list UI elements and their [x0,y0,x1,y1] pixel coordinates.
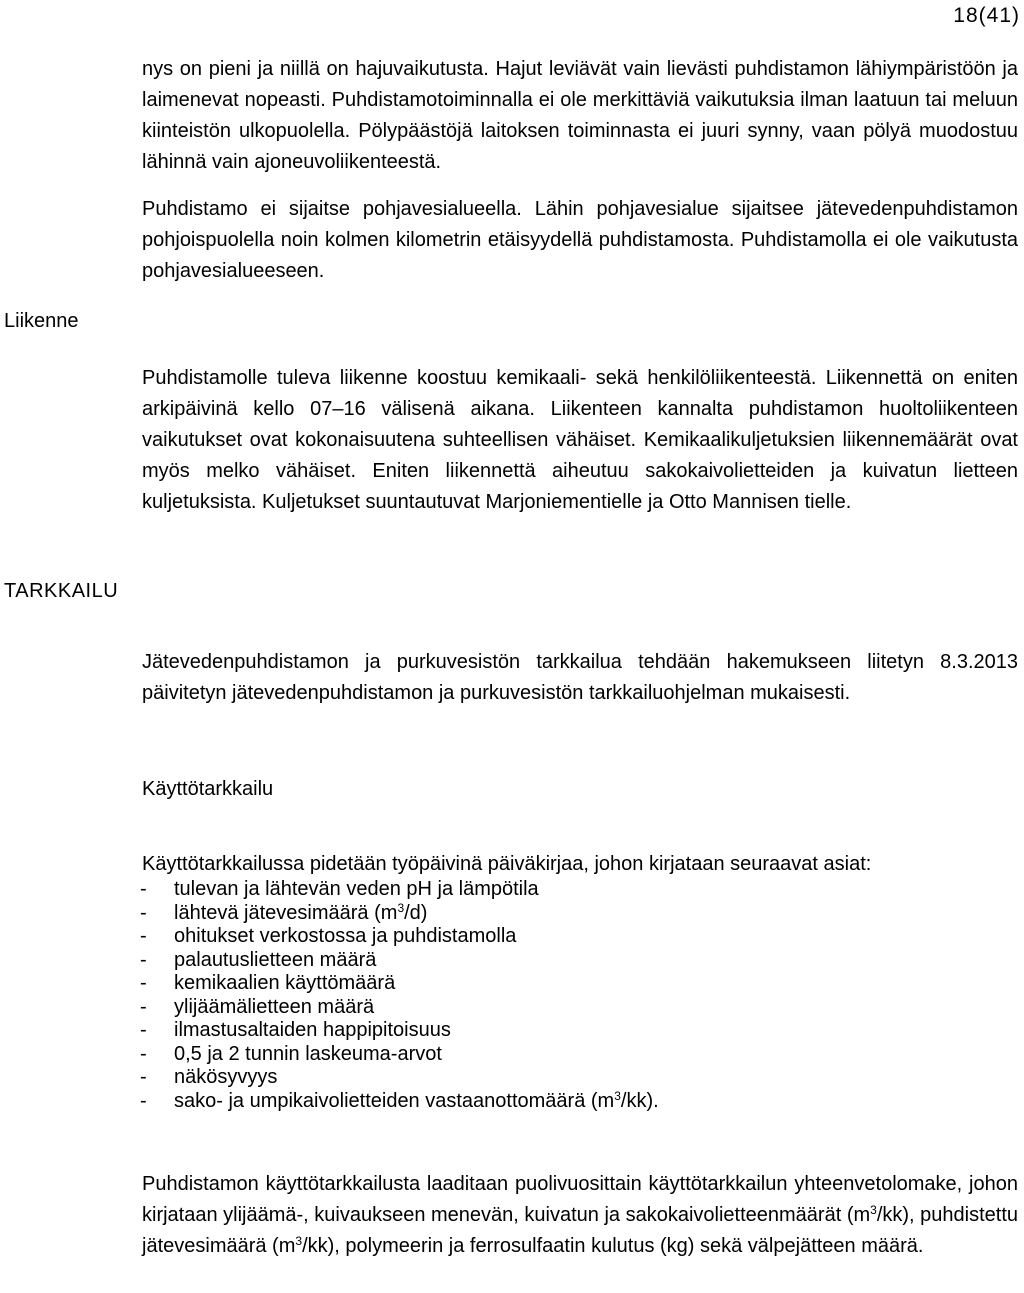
page-number: 18(41) [953,4,1020,27]
superscript: 3 [870,1203,877,1217]
paragraph-summary-form: Puhdistamon käyttötarkkailusta laaditaan puolivuosittain käyttötarkkailun yhteenvetolomake, johon kirjataan ylijäämä-, kuivaukseen menevän, kuivatun ja sakokaivolietteenmäärät $(m^3/kk)$, puhdistettu jätevesimäärä $(m^3/kk)$, polymeerin ja ferrosulfaatin kulutus (kg) sekä välpejätteen määrä. [142,1173,1019,1257]
list-dash: - [140,1089,147,1112]
paragraph-traffic: Puhdistamolle tuleva liikenne koostuu kemikaali- sekä henkilöliikenteestä. Liikennettä on eniten arkipäivinä kello 07–16 välisenä aikana. Liikenteen kannalta puhdistamon huoltoliikenteen vaikutukset ovat kokonaisuutena suhteellisen vähäiset. Kemikaalikuljetuksien liikennemäärät ovat myös melko vähäiset. Eniten liikennettä aiheutuu sakokaivolietteiden ja kuivatun lietteen kuljetuksista. Kuljetukset suuntautuvat Marjoniementielle ja Otto Mannisen tielle. [142,367,1018,513]
list-item: - ilmastusaltaiden happipitoisuus [140,1019,451,1041]
superscript: 3 [614,1088,621,1103]
section-label-liikenne: Liikenne [4,310,79,332]
list-dash: - [140,948,147,971]
list-item: - lähtevä jätevesimäärä $(m^3/d)$ [140,900,428,924]
paragraph-groundwater: Puhdistamo ei sijaitse pohjavesialueella. Lähin pohjavesialue sijaitsee jätevedenpuhdistamon pohjoispuolella noin kolmen kilometrin etäisyydellä puhdistamosta. Puhdistamolla ei ole vaikutusta pohjavesialueeseen. [142,198,1018,282]
list-dash: - [140,995,147,1018]
logbook-item-list [140,878,1000,1113]
list-item: - ohitukset verkostossa ja puhdistamolla [140,925,517,947]
list-item: - sako- ja umpikaivolietteiden vastaanottomäärä $(m^3/kk)$. [140,1088,659,1112]
superscript: 3 [295,1234,303,1248]
paragraph-monitoring: Jätevedenpuhdistamon ja purkuvesistön tarkkailua tehdään hakemukseen liitetyn 8.3.2013 päivitetyn jätevedenpuhdistamon ja purkuvesistön tarkkailuohjelman mukaisesti. [142,651,1018,704]
paragraph-odour-dust: nys on pieni ja niillä on hajuvaikutusta. Hajut leviävät vain lievästi puhdistamon lähiympäristöön ja laimenevat nopeasti. Puhdistamotoiminnalla ei ole merkittäviä vaikutuksia ilman laatuun tai meluun kiinteistön ulkopuolella. Pölypäästöjä laitoksen toiminnasta ei juuri synny, vaan pölyä muodostuu lähinnä vain ajoneuvoliikenteestä. [142,58,1018,173]
list-item: - palautuslietteen määrä [140,948,377,971]
section-heading-tarkkailu: TARKKAILU [4,580,119,602]
list-dash: - [140,1066,147,1088]
list-item: - näkösyvyys [140,1066,278,1088]
list-dash: - [140,1042,147,1065]
superscript: 3 [397,900,405,915]
list-dash: - [140,878,147,900]
list-item: - kemikaalien käyttömäärä [140,972,396,994]
list-dash: - [140,925,147,947]
list-item: - tulevan ja lähtevän veden pH ja lämpötila [140,878,539,900]
paragraph-logbook-intro: Käyttötarkkailussa pidetään työpäivinä päiväkirjaa, johon kirjataan seuraavat asiat: [142,853,872,875]
list-dash: - [140,1019,147,1041]
list-dash: - [140,972,147,994]
list-item: - 0,5 ja 2 tunnin laskeuma-arvot [140,1042,442,1065]
subheading-kayttotarkkailu: Käyttötarkkailu [142,778,274,800]
list-dash: - [140,901,147,924]
list-item: - ylijäämälietteen määrä [140,995,375,1018]
